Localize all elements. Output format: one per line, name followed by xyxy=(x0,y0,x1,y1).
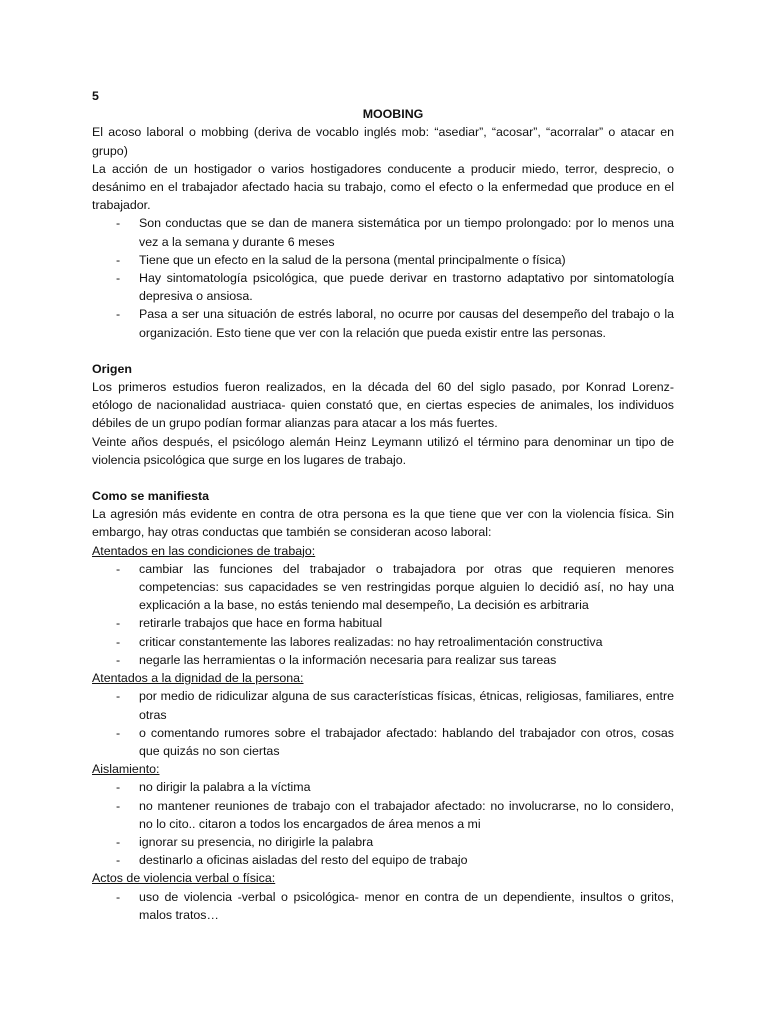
violencia-list xyxy=(92,888,674,924)
manifiesta-paragraph: La agresión más evidente en contra de otra persona es la que tiene que ver con la violencia física. Sin embargo, hay otras conductas que también se consideran acoso laboral: xyxy=(92,507,674,540)
list-item: - cambiar las funciones del trabajador o trabajadora por otras que requieren menores competencias: sus capacidades se ven restringidas porque alguien lo decidió así, no hay una explicación a la base, no estás teniendo mal desempeño, La decisión es arbitraria xyxy=(92,560,674,615)
list-item: - por medio de ridiculizar alguna de sus características físicas, étnicas, religiosas, familiares, entre otras xyxy=(92,687,674,723)
condiciones-list xyxy=(92,560,674,669)
subheading-aislamiento: Aislamiento: xyxy=(92,762,160,777)
origen-paragraph-2: Veinte años después, el psicólogo alemán Heinz Leymann utilizó el término para denominar un tipo de violencia psicológica que surge en los lugares de trabajo. xyxy=(92,434,674,467)
list-item: - uso de violencia -verbal o psicológica- menor en contra de un dependiente, insultos o gritos, malos tratos… xyxy=(92,888,674,924)
document-page xyxy=(92,87,674,924)
list-item: - Hay sintomatología psicológica, que puede derivar en trastorno adaptativo por sintomatología depresiva o ansiosa. xyxy=(92,269,674,305)
list-item: - Tiene que un efecto en la salud de la persona (mental principalmente o física) xyxy=(92,251,674,269)
list-item: - ignorar su presencia, no dirigirle la palabra xyxy=(92,833,674,851)
subheading-dignidad: Atentados a la dignidad de la persona: xyxy=(92,671,304,686)
intro-definition: El acoso laboral o mobbing (deriva de vocablo inglés mob: “asediar”, “acosar”, “acorralar” o atacar en grupo) xyxy=(92,125,674,158)
section-heading-manifiesta: Como se manifiesta xyxy=(92,489,210,504)
list-item: - destinarlo a oficinas aisladas del resto del equipo de trabajo xyxy=(92,851,674,869)
subheading-condiciones: Atentados en las condiciones de trabajo: xyxy=(92,543,316,558)
list-item: - criticar constantemente las labores realizadas: no hay retroalimentación constructiva xyxy=(92,633,674,651)
list-item: - negarle las herramientas o la información necesaria para realizar sus tareas xyxy=(92,651,674,669)
page-number: 5 xyxy=(92,89,99,103)
list-item: - no mantener reuniones de trabajo con el trabajador afectado: no involucrarse, no lo considero, no lo cito.. citaron a todos los encargados de área menos a mi xyxy=(92,797,674,833)
list-item: - Son conductas que se dan de manera sistemática por un tiempo prolongado: por lo menos una vez a la semana y durante 6 meses xyxy=(92,214,674,250)
origen-paragraph-1: Los primeros estudios fueron realizados, en la década del 60 del siglo pasado, por Konrad Lorenz- etólogo de nacionalidad austriaca- quien constató que, en ciertas especies de animales, los individuos débiles de un grupo podían formar alianzas para atacar a los más fuertes. xyxy=(92,380,674,431)
intro-bullet-list xyxy=(92,214,674,341)
list-item: - no dirigir la palabra a la víctima xyxy=(92,778,674,796)
dignidad-list xyxy=(92,687,674,760)
list-item: - Pasa a ser una situación de estrés laboral, no ocurre por causas del desempeño del trabajo o la organización. Esto tiene que ver con la relación que pueda existir entre las personas. xyxy=(92,305,674,341)
subheading-violencia: Actos de violencia verbal o física: xyxy=(92,871,276,886)
list-item: - retirarle trabajos que hace en forma habitual xyxy=(92,614,674,632)
list-item: - o comentando rumores sobre el trabajador afectado: hablando del trabajador con otros, cosas que quizás no son ciertas xyxy=(92,724,674,760)
intro-description: La acción de un hostigador o varios hostigadores conducente a producir miedo, terror, desprecio, o desánimo en el trabajador afectado hacia su trabajo, como el efecto o la enfermedad que produce en el trabajador. xyxy=(92,161,674,213)
document-title: MOOBING xyxy=(362,107,424,122)
section-heading-origen: Origen xyxy=(92,361,132,376)
aislamiento-list xyxy=(92,778,674,869)
